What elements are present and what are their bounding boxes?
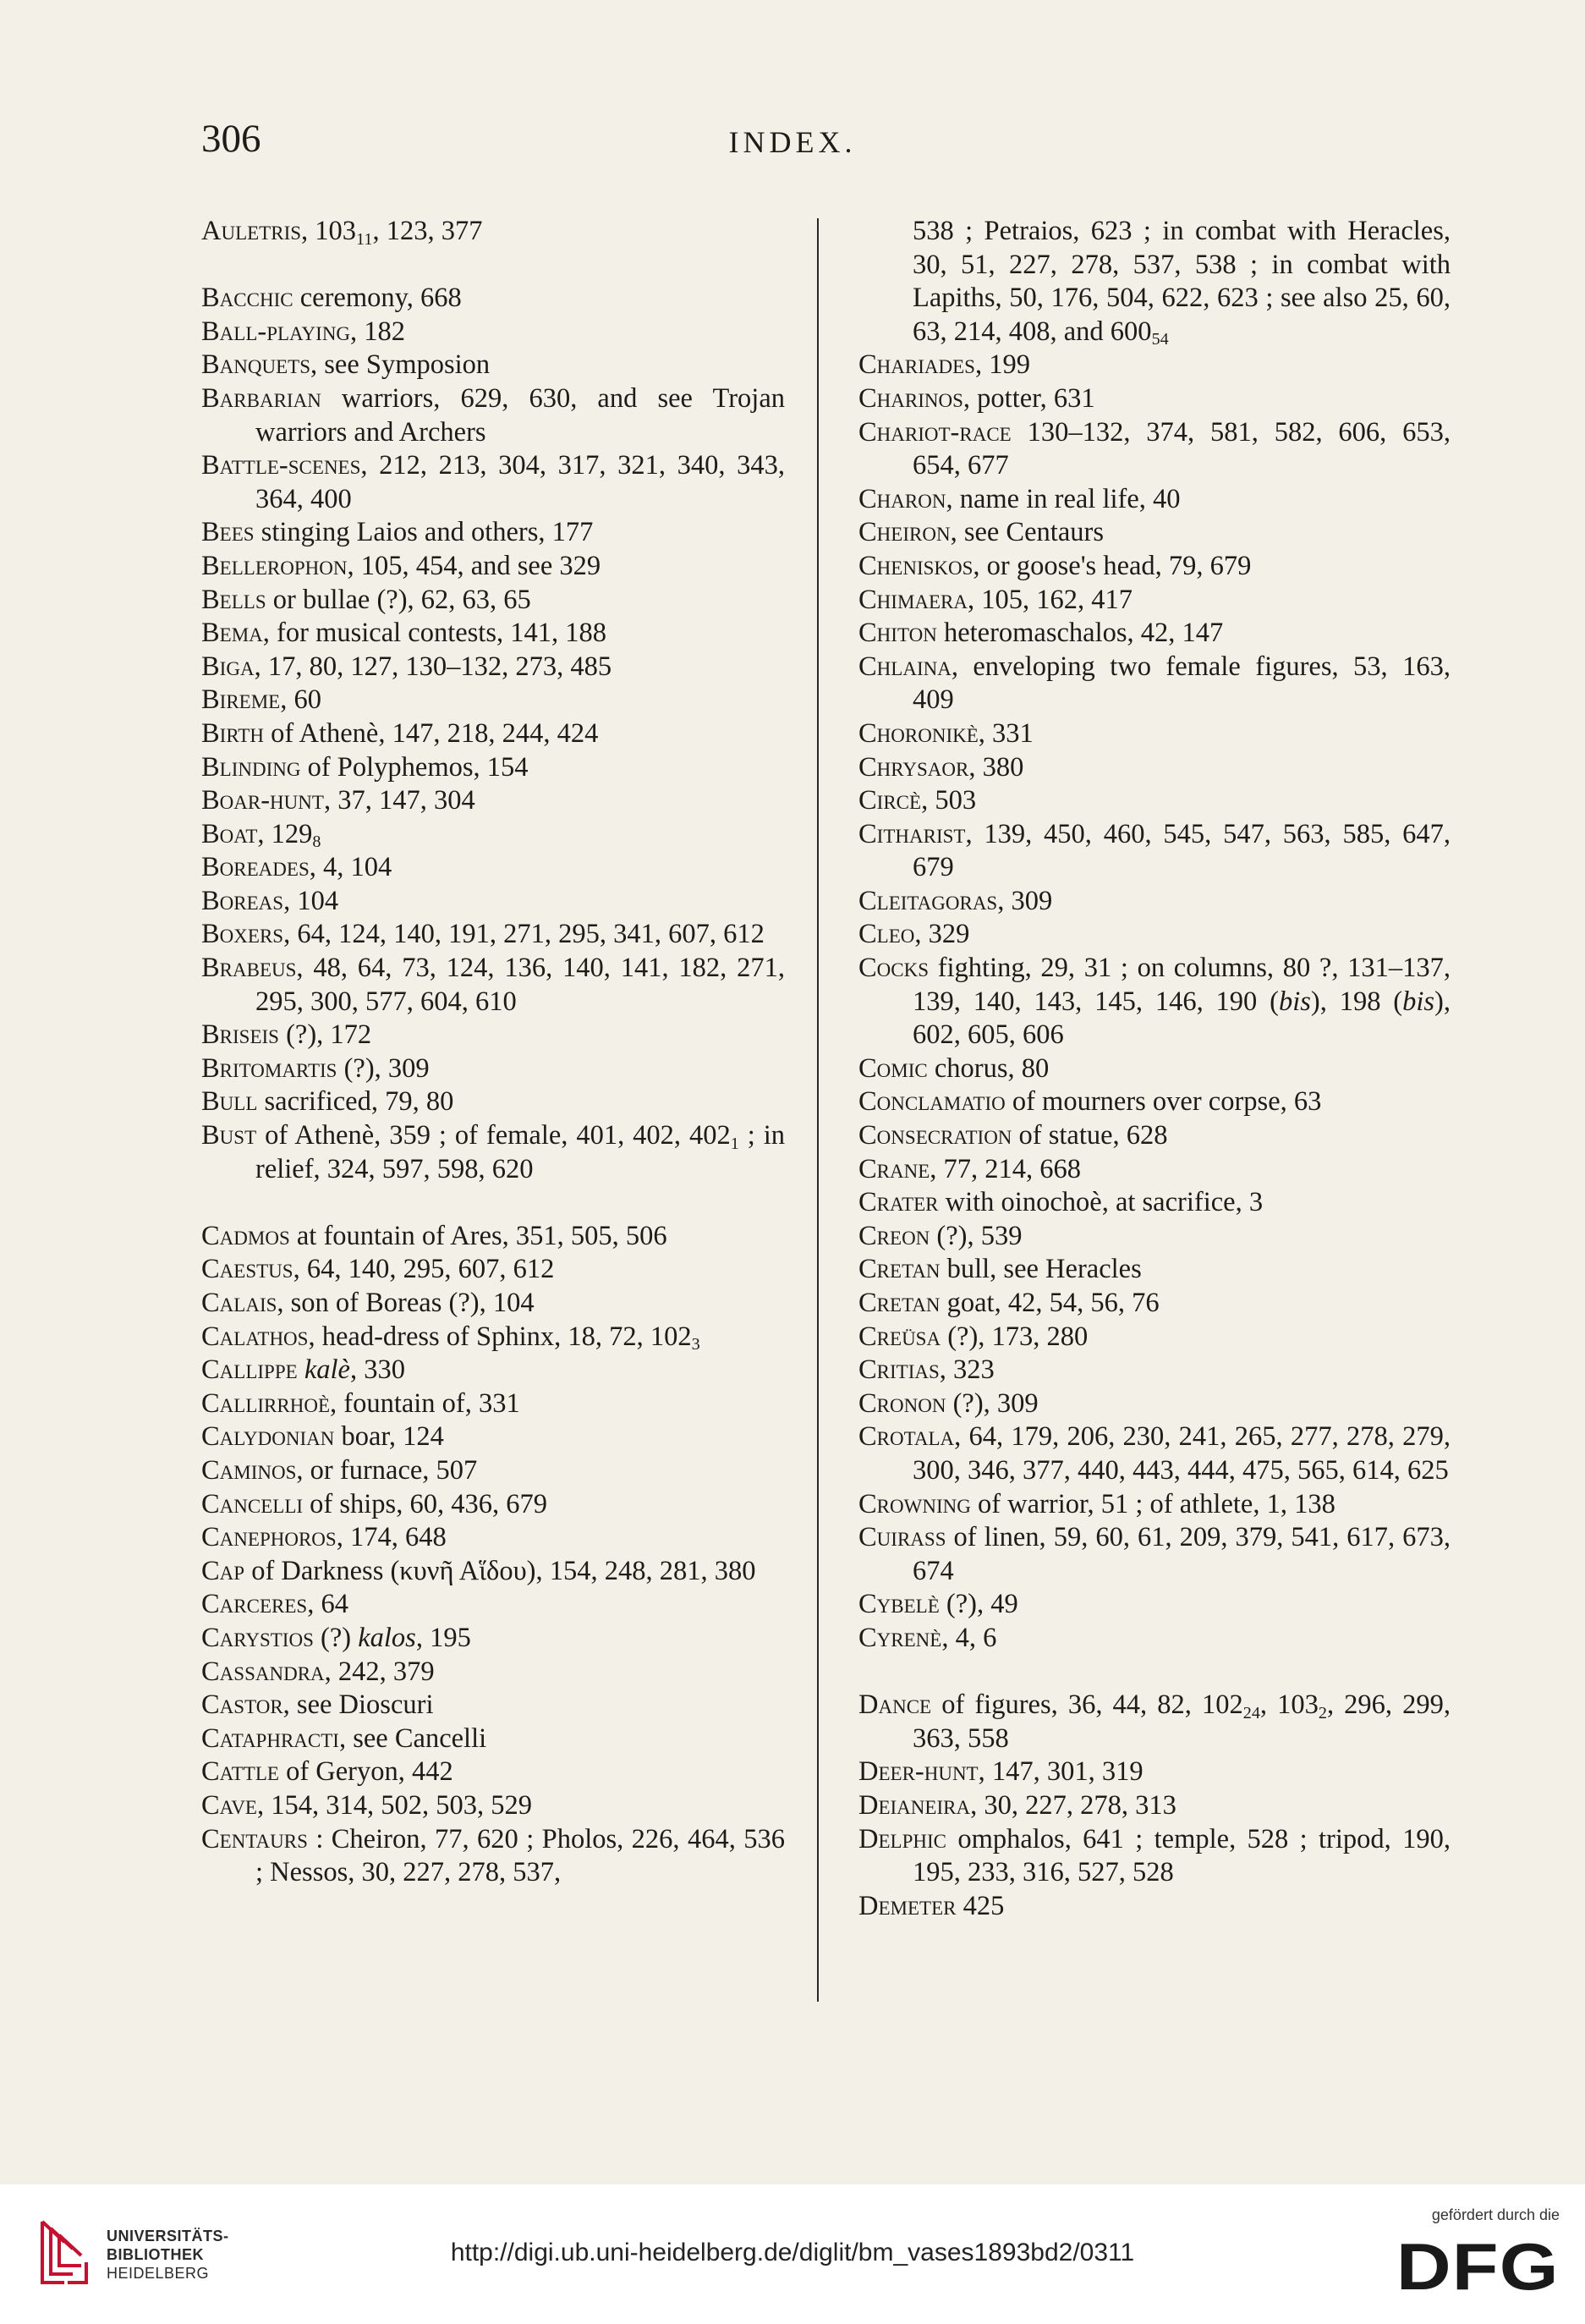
page-header (0, 113, 1585, 164)
index-entry: Calais, son of Boreas (?), 104 (201, 1288, 535, 1318)
index-headword: Comic (858, 1052, 928, 1084)
index-headword: Chrysaor (858, 751, 969, 783)
index-headword: Charon (858, 483, 946, 514)
index-entry: Brabeus, 48, 64, 73, 124, 136, 140, 141, 182, 271, 295, 300, 577, 604, 610 (201, 953, 785, 1017)
index-headword: Battle-scenes (201, 450, 361, 481)
index-entry: Cheiron, see Centaurs (858, 517, 1104, 548)
index-entry: Crane, 77, 214, 668 (858, 1153, 1082, 1184)
index-entry: Caestus, 64, 140, 295, 607, 612 (201, 1254, 555, 1285)
index-headword: Cadmos (201, 1220, 290, 1251)
index-entry: Britomartis (?), 309 (201, 1052, 430, 1084)
index-headword: Cattle (201, 1756, 279, 1788)
dfg-logo: DFG (1396, 2229, 1560, 2304)
index-entry: Chimaera, 105, 162, 417 (858, 584, 1133, 615)
index-entry: Cyrenè, 4, 6 (858, 1622, 997, 1653)
index-headword: Cybelè (858, 1589, 940, 1620)
index-entry: 538 ; Petraios, 623 ; in combat with Heracles, 30, 51, 227, 278, 537, 538 ; in combat with Lapiths, 50, 176, 504, 622, 623 ; see also 25, 60, 63, 214, 408, and 60054 (913, 216, 1451, 349)
index-headword: Citharist (858, 818, 966, 849)
index-headword: Charinos (858, 382, 963, 414)
index-headword: Boreades (201, 852, 310, 883)
index-entry: Boxers, 64, 124, 140, 191, 271, 295, 341, 607, 612 (201, 919, 765, 950)
index-headword: Brabeus (201, 953, 297, 984)
index-entry: Biga, 17, 80, 127, 130–132, 273, 485 (201, 651, 612, 682)
subscript-number: 54 (1151, 330, 1169, 349)
index-entry: Comic chorus, 80 (858, 1052, 1050, 1084)
index-headword: Cleo (858, 919, 915, 950)
index-headword: Bees (201, 517, 255, 548)
index-entry: Chrysaor, 380 (858, 751, 1024, 783)
index-headword: Calais (201, 1288, 277, 1318)
index-entry: Banquets, see Symposion (201, 349, 491, 381)
italic-term: bis (1278, 986, 1311, 1017)
index-entry: Deianeira, 30, 227, 278, 313 (858, 1789, 1176, 1821)
index-headword: Crater (858, 1187, 939, 1218)
index-entry: Carystios (?) kalos, 195 (201, 1622, 471, 1653)
letter-section-gap (201, 1186, 785, 1220)
index-entry: Castor, see Dioscuri (201, 1689, 434, 1721)
index-entry: Cybelè (?), 49 (858, 1589, 1018, 1620)
index-entry: Critias, 323 (858, 1354, 995, 1386)
italic-term: kalos (358, 1622, 416, 1653)
index-headword: Caestus (201, 1254, 293, 1285)
index-headword: Cap (201, 1555, 245, 1586)
index-entry: Cap of Darkness (κυνῆ Αἵδου), 154, 248, 281, 380 (201, 1555, 756, 1586)
index-headword: Briseis (201, 1019, 279, 1051)
index-headword: Canephoros (201, 1522, 337, 1553)
index-headword: Birth (201, 717, 264, 749)
index-headword: Callirrhoè (201, 1387, 330, 1419)
index-entry: Cave, 154, 314, 502, 503, 529 (201, 1789, 532, 1821)
library-name: UNIVERSITÄTS- BIBLIOTHEK HEIDELBERG (107, 2228, 229, 2282)
subscript-number: 2 (1318, 1703, 1327, 1722)
index-entry: Circè, 503 (858, 785, 977, 816)
index-entry: Battle-scenes, 212, 213, 304, 317, 321, 340, 343, 364, 400 (201, 450, 785, 514)
index-headword: Chariot-race (858, 416, 1012, 448)
index-headword: Cyrenè (858, 1622, 942, 1653)
index-headword: Crowning (858, 1488, 971, 1519)
index-entry: Crowning of warrior, 51 ; of athlete, 1, 138 (858, 1488, 1335, 1519)
index-headword: Chariades (858, 349, 975, 381)
letter-section-gap (858, 1656, 1451, 1689)
index-entry: Chlaina, enveloping two female figures, 53, 163, 409 (858, 651, 1451, 716)
index-headword: Britomartis (201, 1052, 337, 1084)
index-entry: Bacchic ceremony, 668 (201, 283, 462, 314)
index-headword: Centaurs (201, 1823, 308, 1854)
index-headword: Cretan (858, 1288, 941, 1318)
index-headword: Bacchic (201, 283, 293, 314)
index-headword: Boat (201, 818, 258, 849)
index-headword: Cave (201, 1789, 257, 1821)
index-column-left (201, 215, 785, 1890)
subscript-number: 1 (730, 1134, 739, 1153)
index-entry: Cancelli of ships, 60, 436, 679 (201, 1488, 547, 1519)
index-entry: Bema, for musical contests, 141, 188 (201, 618, 606, 649)
index-headword: Bust (201, 1120, 257, 1151)
index-entry: Boat, 1298 (201, 818, 321, 852)
index-entry: Bees stinging Laios and others, 177 (201, 517, 594, 548)
index-headword: Calathos (201, 1321, 309, 1352)
index-headword: Bireme (201, 684, 281, 716)
index-entry: Bellerophon, 105, 454, and see 329 (201, 550, 601, 581)
index-entry: Blinding of Polyphemos, 154 (201, 751, 529, 783)
index-entry: Canephoros, 174, 648 (201, 1522, 447, 1553)
index-entry: Deer-hunt, 147, 301, 319 (858, 1756, 1144, 1788)
index-headword: Bellerophon (201, 550, 348, 581)
index-headword: Crotala (858, 1421, 955, 1453)
index-entry: Creüsa (?), 173, 280 (858, 1321, 1089, 1352)
index-headword: Creon (858, 1220, 930, 1251)
index-headword: Cancelli (201, 1488, 304, 1519)
index-entry: Birth of Athenè, 147, 218, 244, 424 (201, 717, 599, 749)
index-headword: Carceres (201, 1589, 308, 1620)
index-headword: Cuirass (858, 1522, 946, 1553)
index-headword: Demeter (858, 1890, 957, 1921)
subscript-number: 11 (356, 229, 373, 249)
index-headword: Dance (858, 1689, 932, 1721)
index-entry: Chariades, 199 (858, 349, 1030, 381)
index-entry: Cattle of Geryon, 442 (201, 1756, 453, 1788)
index-entry: Cassandra, 242, 379 (201, 1656, 435, 1687)
index-entry: Cronon (?), 309 (858, 1387, 1039, 1419)
italic-term: kalè (304, 1354, 350, 1386)
index-entry: Demeter 425 (858, 1890, 1005, 1921)
index-headword: Cassandra (201, 1656, 325, 1687)
index-entry: Callippe kalè, 330 (201, 1354, 405, 1386)
index-entry: Crotala, 64, 179, 206, 230, 241, 265, 277, 278, 279, 300, 346, 377, 440, 443, 444, 475, 565, 614, 625 (858, 1421, 1451, 1486)
index-entry: Dance of figures, 36, 44, 82, 10224, 1032, 296, 299, 363, 558 (858, 1689, 1451, 1754)
index-headword: Crane (858, 1153, 930, 1184)
index-entry: Conclamatio of mourners over corpse, 63 (858, 1086, 1322, 1118)
index-entry: Delphic omphalos, 641 ; temple, 528 ; tripod, 190, 195, 233, 316, 527, 528 (858, 1823, 1451, 1888)
index-headword: Cretan (858, 1254, 941, 1285)
index-headword: Consecration (858, 1120, 1012, 1151)
index-entry: Bells or bullae (?), 62, 63, 65 (201, 584, 531, 615)
index-entry: Chiton heteromaschalos, 42, 147 (858, 618, 1224, 649)
index-headword: Ball-playing (201, 316, 351, 347)
index-entry: Boreades, 4, 104 (201, 852, 392, 883)
index-entry: Cadmos at fountain of Ares, 351, 505, 506 (201, 1220, 667, 1251)
index-headword: Cronon (858, 1387, 946, 1419)
subscript-number: 8 (312, 832, 321, 852)
index-headword: Chiton (858, 618, 937, 649)
index-headword: Chimaera (858, 584, 968, 615)
index-entry: Charinos, potter, 631 (858, 382, 1095, 414)
index-headword: Boxers (201, 919, 284, 950)
index-headword: Callippe (201, 1354, 298, 1386)
index-headword: Auletris (201, 216, 302, 246)
index-headword: Boar-hunt (201, 785, 324, 816)
index-entry: Calydonian boar, 124 (201, 1421, 444, 1453)
index-entry: Bust of Athenè, 359 ; of female, 401, 402, 4021 ; in relief, 324, 597, 598, 620 (201, 1120, 785, 1184)
index-entry: Bull sacrificed, 79, 80 (201, 1086, 454, 1118)
index-entry: Callirrhoè, fountain of, 331 (201, 1387, 520, 1419)
index-headword: Critias (858, 1354, 940, 1386)
index-entry: Boreas, 104 (201, 885, 339, 916)
index-entry: Centaurs : Cheiron, 77, 620 ; Pholos, 226, 464, 536 ; Nessos, 30, 227, 278, 537, (201, 1823, 785, 1888)
index-headword: Calydonian (201, 1421, 335, 1453)
index-headword: Cocks (858, 953, 930, 984)
index-entry: Auletris, 10311, 123, 377 (201, 216, 483, 249)
running-head: INDEX. (728, 125, 857, 159)
index-headword: Deianeira (858, 1789, 971, 1821)
index-entry: Caminos, or furnace, 507 (201, 1454, 478, 1486)
column-divider (817, 218, 819, 2002)
index-headword: Creüsa (858, 1321, 941, 1352)
letter-section-gap (201, 249, 785, 283)
index-headword: Banquets (201, 349, 311, 381)
index-entry: Boar-hunt, 37, 147, 304 (201, 785, 475, 816)
index-headword: Chlaina (858, 651, 952, 682)
index-entry: Cataphracti, see Cancelli (201, 1722, 487, 1754)
footer-bar (0, 2184, 1585, 2324)
index-headword: Biga (201, 651, 255, 682)
index-entry: Calathos, head-dress of Sphinx, 18, 72, 1023 (201, 1321, 700, 1354)
index-entry: Charon, name in real life, 40 (858, 483, 1181, 514)
index-headword: Castor (201, 1689, 283, 1721)
index-headword: Bema (201, 618, 263, 649)
index-entry: Cuirass of linen, 59, 60, 61, 209, 379, 541, 617, 673, 674 (858, 1522, 1451, 1586)
index-headword: Cheiron (858, 517, 951, 548)
index-entry: Cleo, 329 (858, 919, 970, 950)
index-headword: Bells (201, 584, 266, 615)
index-entry: Cretan bull, see Heracles (858, 1254, 1142, 1285)
index-headword: Boreas (201, 885, 284, 916)
index-column-right (858, 215, 1451, 1923)
index-entry: Bireme, 60 (201, 684, 321, 716)
index-entry: Carceres, 64 (201, 1589, 348, 1620)
index-headword: Blinding (201, 751, 301, 783)
subscript-number: 3 (691, 1335, 700, 1354)
index-entry: Cretan goat, 42, 54, 56, 76 (858, 1288, 1160, 1318)
index-headword: Delphic (858, 1823, 946, 1854)
index-headword: Caminos (201, 1454, 297, 1486)
index-entry: Cleitagoras, 309 (858, 885, 1053, 916)
index-entry: Barbarian warriors, 629, 630, and see Trojan warriors and Archers (201, 382, 785, 448)
index-entry: Creon (?), 539 (858, 1220, 1023, 1251)
index-headword: Barbarian (201, 382, 321, 414)
index-entry: Choronikè, 331 (858, 717, 1034, 749)
index-headword: Carystios (201, 1622, 314, 1653)
page-number: 306 (201, 117, 261, 161)
index-entry: Cocks fighting, 29, 31 ; on columns, 80 ?, 131–137, 139, 140, 143, 145, 146, 190 (bis), 198 (bis), 602, 605, 606 (858, 953, 1451, 1051)
index-headword: Conclamatio (858, 1086, 1006, 1118)
subscript-number: 24 (1242, 1703, 1260, 1722)
index-entry: Consecration of statue, 628 (858, 1120, 1168, 1151)
index-entry: Cheniskos, or goose's head, 79, 679 (858, 550, 1252, 581)
funder-label: gefördert durch die (1431, 2206, 1560, 2223)
index-headword: Cheniskos (858, 550, 973, 581)
index-entry: Chariot-race 130–132, 374, 581, 582, 606, 653, 654, 677 (858, 416, 1451, 481)
index-entry: Briseis (?), 172 (201, 1019, 372, 1051)
index-entry: Citharist, 139, 450, 460, 545, 547, 563, 585, 647, 679 (858, 818, 1451, 883)
source-url-link[interactable]: http://digi.ub.uni-heidelberg.de/diglit/bm_vases1893bd2/0311 (450, 2239, 1135, 2266)
index-headword: Deer-hunt (858, 1756, 979, 1788)
italic-term: bis (1402, 986, 1435, 1017)
index-headword: Bull (201, 1086, 258, 1118)
index-entry: Crater with oinochoè, at sacrifice, 3 (858, 1187, 1264, 1218)
index-entry: Ball-playing, 182 (201, 316, 406, 347)
index-headword: Choronikè (858, 717, 979, 749)
index-headword: Circè (858, 785, 922, 816)
index-headword: Cleitagoras (858, 885, 998, 916)
index-headword: Cataphracti (201, 1722, 339, 1754)
